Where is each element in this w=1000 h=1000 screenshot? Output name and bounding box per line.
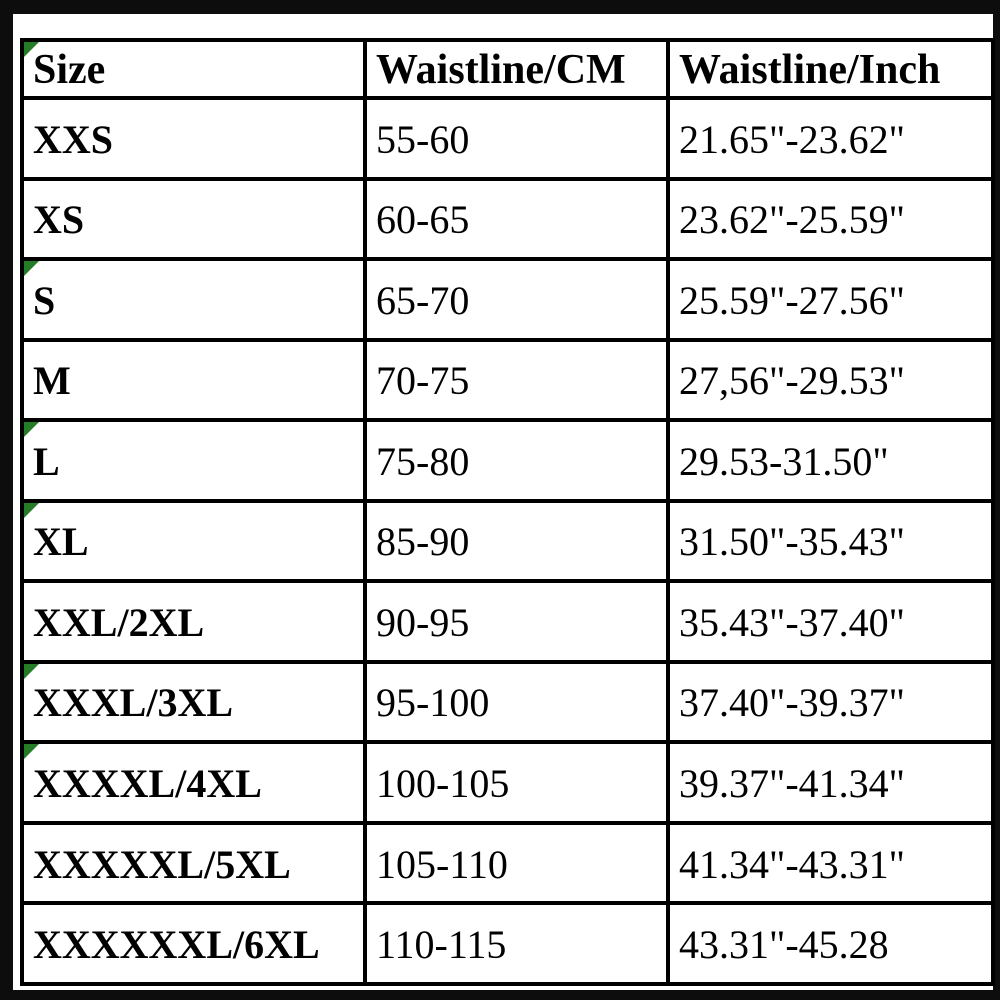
- table-row: [22, 662, 993, 743]
- column-header: [668, 40, 993, 98]
- table-row: [22, 98, 993, 179]
- waistline-inch-value: 31.50"-35.43": [679, 519, 905, 565]
- size-cell: [22, 179, 365, 260]
- size-cell: [22, 581, 365, 662]
- table-row: [22, 742, 993, 823]
- waistline-inch-cell: [668, 420, 993, 501]
- column-header-label: Size: [33, 47, 106, 93]
- waistline-inch-value: 43.31"-45.28: [679, 922, 889, 968]
- table-row: [22, 581, 993, 662]
- size-label: L: [33, 438, 60, 484]
- waistline-cm-cell: [365, 662, 668, 743]
- table-row: [22, 420, 993, 501]
- table-row: [22, 340, 993, 421]
- waistline-inch-cell: [668, 742, 993, 823]
- size-cell: [22, 662, 365, 743]
- size-label: XS: [33, 197, 85, 243]
- waistline-cm-value: 60-65: [376, 197, 470, 243]
- corner-marker-icon: [24, 261, 39, 276]
- waistline-cm-cell: [365, 742, 668, 823]
- waistline-inch-cell: [668, 823, 993, 904]
- waistline-inch-cell: [668, 179, 993, 260]
- waistline-cm-cell: [365, 340, 668, 421]
- waistline-inch-value: 41.34"-43.31": [679, 841, 905, 887]
- waistline-cm-value: 70-75: [376, 358, 470, 404]
- waistline-cm-value: 105-110: [376, 841, 508, 887]
- size-label: XXXXXL/5XL: [33, 841, 291, 887]
- corner-marker-icon: [24, 422, 39, 437]
- size-label: XL: [33, 519, 89, 565]
- column-header: [365, 40, 668, 98]
- corner-marker-icon: [24, 744, 39, 759]
- size-cell: [22, 259, 365, 340]
- waistline-cm-value: 110-115: [376, 922, 507, 968]
- header-row: [22, 40, 993, 98]
- table-body: [22, 98, 993, 984]
- size-chart-table: [20, 38, 995, 986]
- size-cell: [22, 903, 365, 984]
- table-row: [22, 259, 993, 340]
- table-row: [22, 501, 993, 582]
- waistline-cm-cell: [365, 98, 668, 179]
- waistline-inch-cell: [668, 501, 993, 582]
- waistline-inch-cell: [668, 662, 993, 743]
- waistline-inch-value: 35.43"-37.40": [679, 599, 905, 645]
- size-label: XXXXXXL/6XL: [33, 922, 320, 968]
- waistline-cm-value: 55-60: [376, 116, 470, 162]
- corner-marker-icon: [24, 664, 39, 679]
- size-cell: [22, 340, 365, 421]
- size-cell: [22, 501, 365, 582]
- waistline-cm-value: 95-100: [376, 680, 490, 726]
- waistline-cm-value: 90-95: [376, 599, 470, 645]
- waistline-cm-cell: [365, 501, 668, 582]
- waistline-inch-value: 23.62"-25.59": [679, 197, 905, 243]
- column-header-label: Waistline/CM: [376, 47, 626, 93]
- waistline-inch-cell: [668, 903, 993, 984]
- size-label: XXS: [33, 116, 114, 162]
- waistline-inch-value: 39.37"-41.34": [679, 761, 905, 807]
- column-header: [22, 40, 365, 98]
- size-label: XXXXL/4XL: [33, 761, 262, 807]
- waistline-inch-value: 37.40"-39.37": [679, 680, 905, 726]
- waistline-inch-cell: [668, 259, 993, 340]
- waistline-cm-cell: [365, 179, 668, 260]
- waistline-cm-cell: [365, 420, 668, 501]
- size-label: XXL/2XL: [33, 599, 205, 645]
- corner-marker-icon: [24, 503, 39, 518]
- waistline-inch-cell: [668, 340, 993, 421]
- waistline-inch-cell: [668, 98, 993, 179]
- waistline-inch-value: 27,56"-29.53": [679, 358, 905, 404]
- waistline-inch-value: 29.53-31.50": [679, 438, 889, 484]
- waistline-cm-value: 100-105: [376, 761, 510, 807]
- waistline-inch-value: 21.65"-23.62": [679, 116, 905, 162]
- waistline-inch-cell: [668, 581, 993, 662]
- size-cell: [22, 823, 365, 904]
- waistline-cm-cell: [365, 259, 668, 340]
- waistline-cm-cell: [365, 903, 668, 984]
- waistline-cm-value: 85-90: [376, 519, 470, 565]
- waistline-cm-cell: [365, 823, 668, 904]
- size-label: XXXL/3XL: [33, 680, 234, 726]
- column-header-label: Waistline/Inch: [679, 47, 941, 93]
- page-background: [13, 14, 993, 990]
- waistline-cm-cell: [365, 581, 668, 662]
- table-row: [22, 823, 993, 904]
- size-cell: [22, 742, 365, 823]
- table-row: [22, 903, 993, 984]
- size-label: S: [33, 277, 56, 323]
- waistline-inch-value: 25.59"-27.56": [679, 277, 905, 323]
- size-cell: [22, 420, 365, 501]
- size-label: M: [33, 358, 71, 404]
- table-row: [22, 179, 993, 260]
- waistline-cm-value: 65-70: [376, 277, 470, 323]
- size-cell: [22, 98, 365, 179]
- waistline-cm-value: 75-80: [376, 438, 470, 484]
